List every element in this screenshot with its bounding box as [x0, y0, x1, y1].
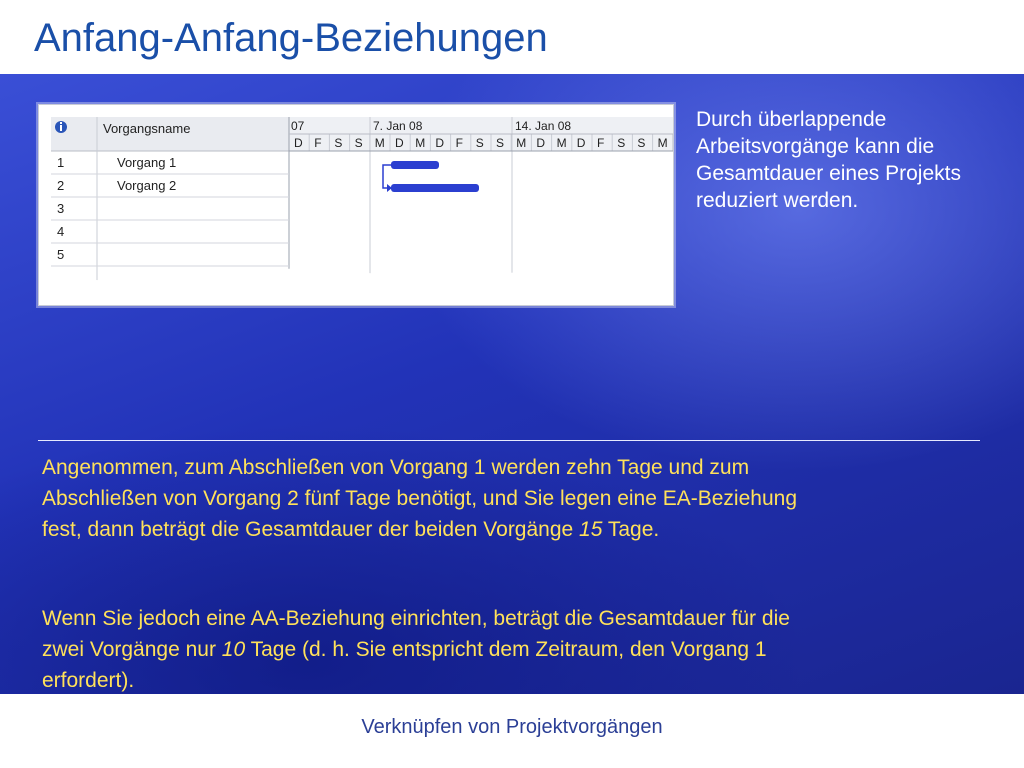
- day-label: S: [475, 136, 484, 150]
- day-label: S: [334, 136, 343, 150]
- week-label: 07: [291, 119, 305, 133]
- day-label: D: [294, 136, 303, 150]
- week-label: 14. Jan 08: [515, 119, 572, 133]
- day-label: D: [435, 136, 445, 150]
- row-id: 2: [57, 178, 65, 193]
- day-label: M: [516, 136, 527, 150]
- paragraph-ea: [42, 452, 822, 545]
- intro-text: Durch überlappende Arbeitsvorgänge kann die Gesamtdauer eines Projekts reduziert werden.: [696, 108, 961, 212]
- torn-edge: [39, 263, 673, 305]
- day-label: M: [556, 136, 567, 150]
- row-id: 4: [57, 224, 65, 239]
- title-bar: [0, 0, 1024, 74]
- task-bar-vorgang-1: [391, 161, 439, 169]
- day-label: D: [576, 136, 586, 150]
- row-id: 1: [57, 155, 65, 170]
- duration-10: 10: [221, 638, 246, 661]
- row-id: 3: [57, 201, 65, 216]
- day-label: S: [617, 136, 626, 150]
- day-label: D: [536, 136, 546, 150]
- divider-line: [38, 440, 980, 441]
- slide-body: [0, 74, 1024, 694]
- row-name: Vorgang 2: [117, 178, 177, 193]
- paragraph-ea-text: Angenommen, zum Abschließen von Vorgang 1 werden zehn Tage und zum Abschließen von Vorgang 2 fünf Tage benötigt, und Sie legen eine EA-Beziehung fest, dann beträgt die Gesamtdauer der beiden Vorgänge: [42, 456, 797, 541]
- paragraph-ea-end: Tage.: [602, 518, 660, 541]
- info-icon: [55, 121, 67, 133]
- paragraph-aa-text: Wenn Sie jedoch eine AA-Beziehung einrichten, beträgt die Gesamtdauer für die zwei Vorgänge nur: [42, 607, 790, 661]
- day-label: F: [597, 136, 605, 150]
- day-label: D: [395, 136, 404, 150]
- aa-link-arrow: [387, 184, 392, 192]
- gantt-chart: [39, 105, 673, 305]
- week-label: 7. Jan 08: [373, 119, 423, 133]
- day-label: M: [415, 136, 426, 150]
- column-header-vorgangsname: Vorgangsname: [103, 121, 191, 136]
- paragraph-aa: [42, 603, 822, 694]
- day-label: S: [637, 136, 646, 150]
- task-bar-vorgang-2: [391, 184, 479, 192]
- day-label: F: [314, 136, 322, 150]
- slide-footer: Verknüpfen von Projektvorgängen: [361, 716, 663, 738]
- gantt-screenshot: [38, 104, 674, 306]
- row-id: 5: [57, 247, 65, 262]
- slide-title: Anfang-Anfang-Beziehungen: [34, 16, 548, 60]
- row-name: Vorgang 1: [117, 155, 177, 170]
- day-label: M: [657, 136, 668, 150]
- day-label: S: [496, 136, 505, 150]
- day-label: F: [455, 136, 463, 150]
- duration-15: 15: [579, 518, 603, 541]
- paragraph-aa-end: Tage (d. h. Sie entspricht dem Zeitraum, den Vorgang 1 erfordert).: [42, 638, 767, 692]
- day-label: M: [374, 136, 385, 150]
- day-label: S: [354, 136, 363, 150]
